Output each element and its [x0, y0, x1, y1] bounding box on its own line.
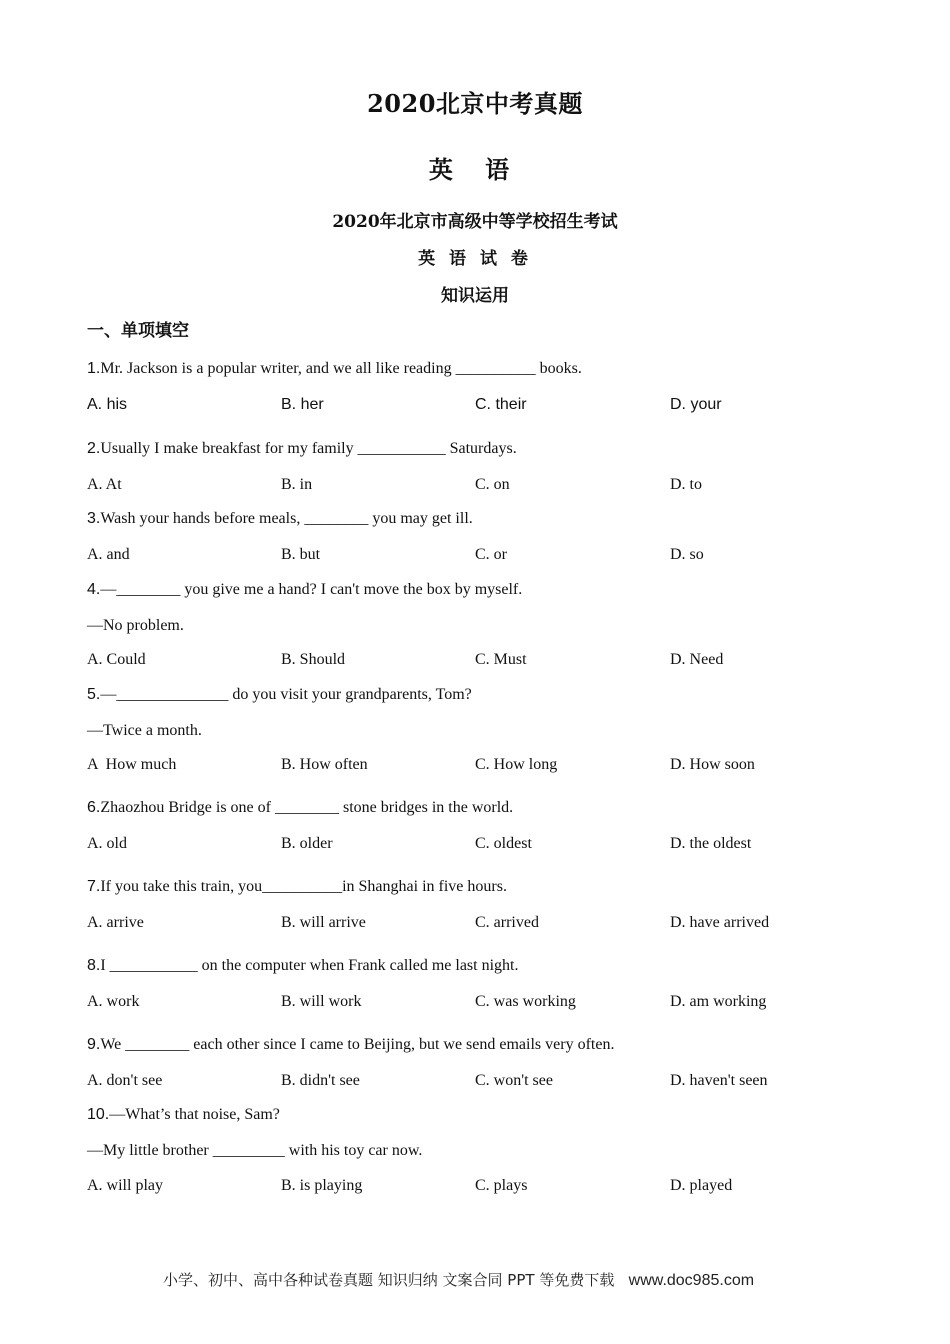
question-text: I ___________ on the computer when Frank called me last night.	[100, 957, 519, 974]
question-8	[87, 957, 518, 975]
option-a: A How much	[87, 756, 177, 773]
footer-text: 小学、初中、高中各种试卷真题 知识归纳 文案合同 PPT 等免费下载	[163, 1271, 615, 1289]
question-number: 5.	[87, 686, 101, 703]
option-c: C. plays	[475, 1177, 528, 1194]
question-text: —________ you give me a hand? I can't move the box by myself.	[100, 581, 523, 598]
option-d: D. Need	[670, 651, 724, 668]
question-5	[87, 686, 472, 704]
option-b: B. is playing	[281, 1177, 363, 1194]
option-c: C. Must	[475, 651, 527, 668]
option-a: A. old	[87, 835, 127, 852]
option-d: D. have arrived	[670, 914, 770, 931]
option-a: A. Could	[87, 651, 146, 668]
question-number: 7.	[87, 878, 101, 895]
option-d: D. am working	[670, 993, 767, 1010]
question-1	[87, 360, 582, 378]
question-text: We ________ each other since I came to Beijing, but we send emails very often.	[100, 1036, 615, 1053]
option-b: B. in	[281, 476, 313, 493]
question-text: Wash your hands before meals, ________ you may get ill.	[100, 510, 473, 527]
question-number: 4.	[87, 581, 101, 598]
part-name: 知识运用	[441, 286, 509, 306]
question-9	[87, 1036, 614, 1054]
option-c: C. or	[475, 546, 507, 563]
option-a: A. his	[87, 396, 128, 413]
option-d: D. the oldest	[670, 835, 752, 852]
question-10	[87, 1106, 280, 1124]
option-b: B. her	[281, 396, 324, 413]
option-b: B. will arrive	[281, 914, 366, 931]
question-3	[87, 510, 473, 528]
question-number: 1.	[87, 360, 101, 377]
option-d: D. so	[670, 546, 704, 563]
question-text: Mr. Jackson is a popular writer, and we all like reading __________ books.	[100, 360, 582, 377]
question-text: Usually I make breakfast for my family ___________ Saturdays.	[100, 440, 517, 457]
question-10-reply: —My little brother _________ with his toy car now.	[87, 1142, 423, 1159]
question-6	[87, 799, 513, 817]
option-b: B. will work	[281, 993, 362, 1010]
option-a: A. arrive	[87, 914, 144, 931]
question-number: 9.	[87, 1036, 101, 1053]
option-a: A. work	[87, 993, 140, 1010]
question-text: —______________ do you visit your grandparents, Tom?	[100, 686, 472, 703]
option-a: A. and	[87, 546, 130, 563]
option-b: B. older	[281, 835, 333, 852]
question-5-reply: —Twice a month.	[87, 722, 202, 739]
option-c: C. How long	[475, 756, 558, 773]
option-a: A. don't see	[87, 1072, 163, 1089]
paper-name: 英 语 试 卷	[418, 249, 532, 269]
page-title: 2020北京中考真题	[367, 89, 583, 118]
option-c: C. arrived	[475, 914, 539, 931]
question-number: 2.	[87, 440, 101, 457]
question-text: If you take this train, you__________in Shanghai in five hours.	[100, 878, 507, 895]
option-b: B. didn't see	[281, 1072, 360, 1089]
question-number: 3.	[87, 510, 101, 527]
exam-name: 2020年北京市高级中等学校招生考试	[332, 212, 618, 232]
question-text: Zhaozhou Bridge is one of ________ stone bridges in the world.	[100, 799, 514, 816]
option-c: C. won't see	[475, 1072, 553, 1089]
question-number: 6.	[87, 799, 101, 816]
question-7	[87, 878, 507, 896]
option-c: C. oldest	[475, 835, 532, 852]
option-c: C. on	[475, 476, 510, 493]
question-number: 8.	[87, 957, 101, 974]
subject-title: 英 语	[428, 156, 522, 184]
option-d: D. How soon	[670, 756, 755, 773]
footer-link[interactable]: www.doc985.com	[628, 1272, 755, 1289]
option-a: A. will play	[87, 1177, 163, 1194]
option-b: B. How often	[281, 756, 368, 773]
option-d: D. your	[670, 396, 722, 413]
question-4-reply: —No problem.	[87, 617, 184, 634]
page-footer	[163, 1269, 754, 1290]
option-d: D. played	[670, 1177, 733, 1194]
section-title: 一、单项填空	[87, 321, 189, 341]
option-c: C. was working	[475, 993, 576, 1010]
option-b: B. Should	[281, 651, 346, 668]
question-2	[87, 440, 517, 458]
option-d: D. haven't seen	[670, 1072, 768, 1089]
option-c: C. their	[475, 396, 527, 413]
option-a: A. At	[87, 476, 122, 493]
question-4	[87, 581, 522, 599]
option-b: B. but	[281, 546, 321, 563]
question-number: 10.	[87, 1106, 110, 1123]
question-text: —What’s that noise, Sam?	[109, 1106, 280, 1123]
option-d: D. to	[670, 476, 702, 493]
